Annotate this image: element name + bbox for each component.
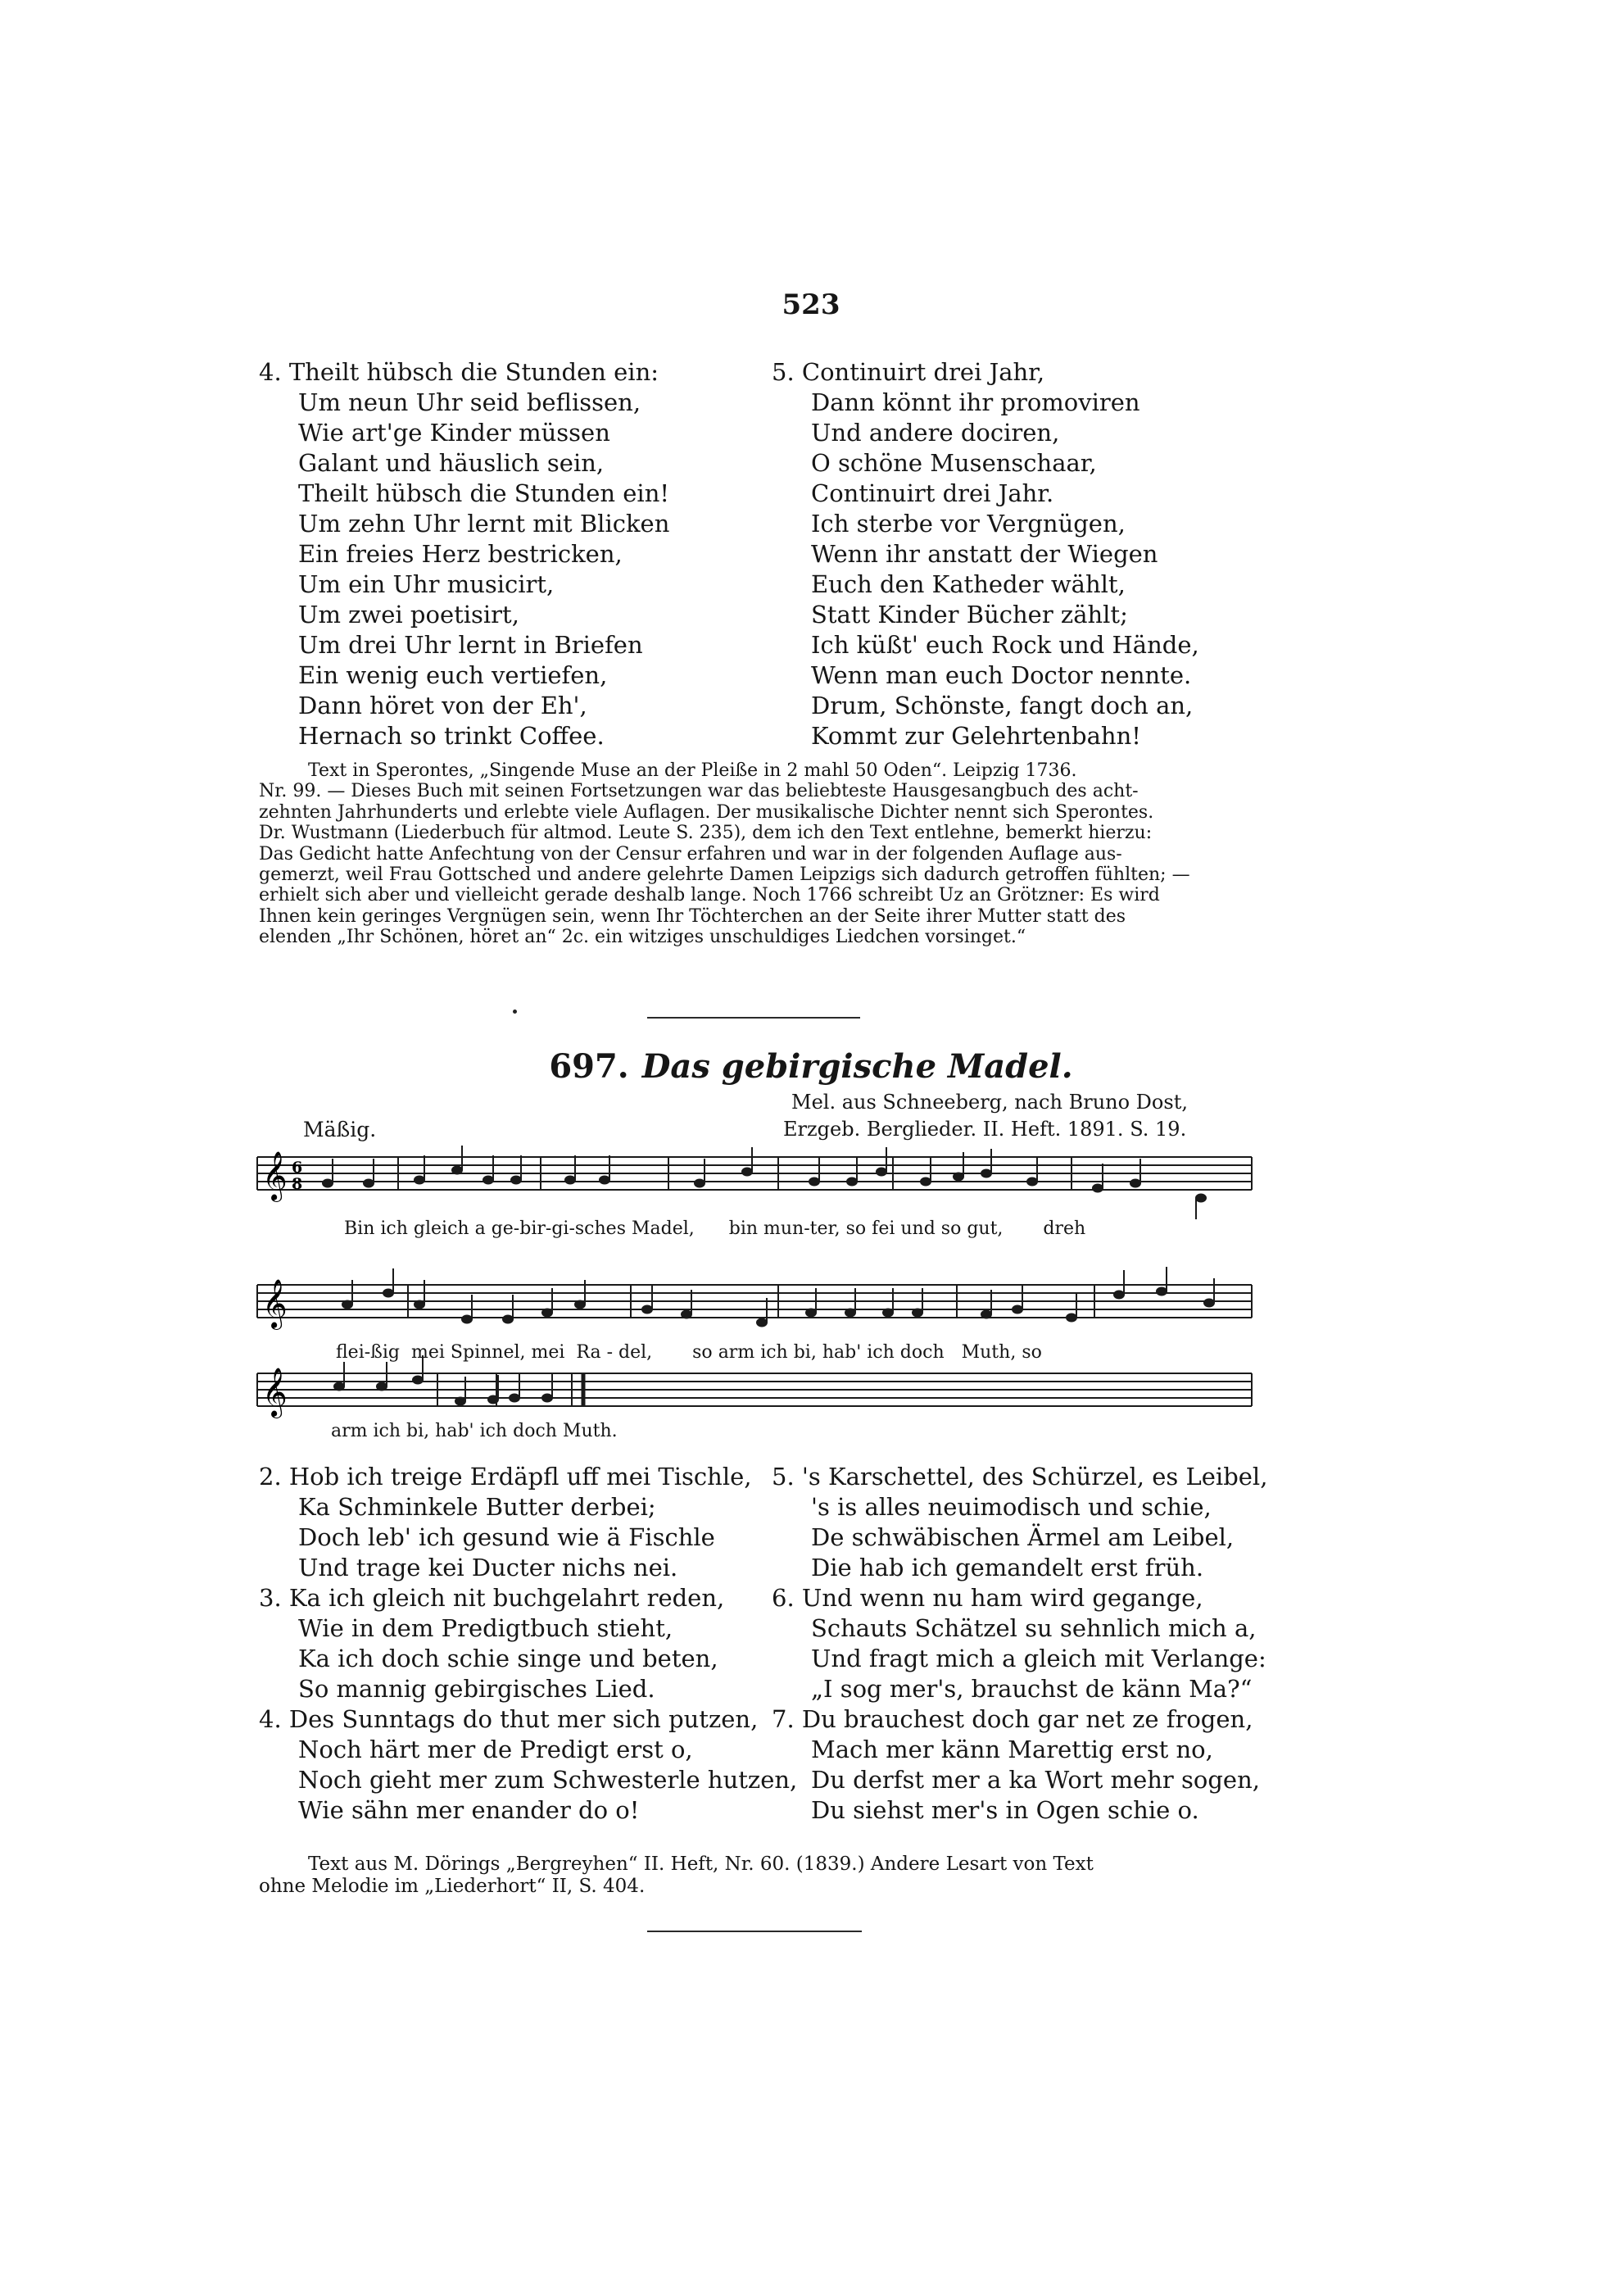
lyric-syllable: - — [606, 1342, 614, 1363]
lyric-syllable: so — [692, 1342, 713, 1363]
stanza-line: Und wenn nu ham wird gegange, — [801, 1584, 1203, 1612]
stanza-line: Wie sähn mer enander do o! — [298, 1796, 640, 1824]
note-line: gemerzt, weil Frau Gottsched und andere gelehrte Damen Leipzigs sich dadurch getroffen fühlten; — — [259, 864, 1190, 886]
lyric-syllable: mei — [411, 1342, 445, 1363]
lyric-syllable: und — [900, 1218, 936, 1239]
stanza-line: O schöne Musenschaar, — [811, 449, 1097, 477]
stanza-line: Ich küßt' euch Rock und Hände, — [811, 631, 1199, 659]
note-line: Text aus M. Dörings „Bergreyhen“ II. Heft, Nr. 60. (1839.) Andere Lesart von Text — [308, 1854, 1094, 1875]
stanza-line: Noch gieht mer zum Schwesterle hutzen, — [298, 1766, 798, 1794]
stanza-line: Dann höret von der Eh', — [298, 692, 587, 719]
source-note — [259, 760, 1250, 948]
upper-left-stanza — [259, 357, 669, 751]
note-line: Text in Sperontes, „Singende Muse an der Pleiße in 2 mahl 50 Oden“. Leipzig 1736. — [308, 760, 1077, 781]
lyric-syllable: ßig — [370, 1342, 400, 1363]
stanza-line: Noch härt mer de Predigt erst o, — [298, 1736, 693, 1763]
lyric-syllable: ich — [373, 1421, 401, 1441]
note-line: zehnten Jahrhunderts und erlebte viele Auflagen. Der musikalische Dichter nennt sich Sperontes. — [259, 801, 1154, 823]
lyric-syllable: gut, — [967, 1218, 1004, 1239]
stanza-line: Wenn man euch Doctor nennte. — [811, 661, 1192, 689]
lyric-syllable: doch — [899, 1342, 945, 1363]
song-name: Das gebirgische Madel. — [641, 1047, 1073, 1086]
stanza-line: Euch den Katheder wählt, — [811, 570, 1126, 598]
lyric-syllable: Muth. — [562, 1421, 618, 1441]
stanza-line: Ich sterbe vor Vergnügen, — [811, 510, 1126, 538]
stanza-line: Und andere dociren, — [811, 419, 1060, 447]
stanza-line: Des Sunntags do thut mer sich putzen, — [288, 1705, 759, 1733]
lyric-syllable: mei — [531, 1342, 565, 1363]
upper-right-stanza — [772, 357, 1199, 751]
lyric-syllable: dreh — [1043, 1218, 1086, 1239]
lyric-syllable: ich — [867, 1342, 895, 1363]
note-line: Dr. Wustmann (Liederbuch für altmod. Leute S. 235), dem ich den Text entlehne, bemerkt hierzu: — [259, 823, 1153, 844]
stanza-number: 3. — [259, 1584, 282, 1612]
lyric-syllable: gleich — [413, 1218, 469, 1239]
note-line: ohne Melodie im „Liederhort“ II, S. 404. — [259, 1876, 646, 1897]
lyric-syllable: Bin — [344, 1218, 375, 1239]
lyric-syllable: fei — [872, 1218, 895, 1239]
stanza-line: De schwäbischen Ärmel am Leibel, — [811, 1523, 1235, 1551]
stanza-line: Ein freies Herz bestricken, — [298, 540, 623, 568]
lower-right-stanzas — [772, 1462, 1267, 1826]
stanza-line: Ka Schminkele Butter derbei; — [298, 1493, 656, 1521]
stanza-line: Und trage kei Ducter nichs nei. — [298, 1554, 678, 1581]
source-note-lower — [259, 1854, 1250, 1898]
page-number: 523 — [782, 288, 840, 321]
separator-rule — [647, 1017, 860, 1019]
lyric-syllable: gi- — [551, 1218, 575, 1239]
stanza-number: 5. — [772, 358, 795, 386]
stanza-number: 7. — [772, 1705, 795, 1733]
melody-reference: Erzgeb. Berglieder. II. Heft. 1891. S. 19. — [783, 1118, 1187, 1141]
music-staff-1 — [246, 1141, 1262, 1231]
stanza-line: Um drei Uhr lernt in Briefen — [298, 631, 643, 659]
stanza-line: Um zwei poetisirt, — [298, 601, 519, 628]
lyric-syllable: bi, — [406, 1421, 430, 1441]
tempo-marking: Mäßig. — [303, 1118, 377, 1141]
melody-source: Mel. aus Schneeberg, nach Bruno Dost, — [791, 1091, 1188, 1114]
lyric-syllable: hab' — [435, 1421, 474, 1441]
lyric-syllable: doch — [513, 1421, 557, 1441]
stanza-line: Um neun Uhr seid beflissen, — [298, 388, 641, 416]
stanza-line: Statt Kinder Bücher zählt; — [811, 601, 1128, 628]
treble-clef-icon: 𝄞 — [262, 1279, 288, 1328]
song-title — [0, 1047, 1622, 1086]
lyric-syllable: bir- — [519, 1218, 552, 1239]
stanza-line: 's Karschettel, des Schürzel, es Leibel, — [801, 1463, 1268, 1491]
stanza-line: Hob ich treige Erdäpfl uff mei Tischle, — [288, 1463, 752, 1491]
stanza-number: 2. — [259, 1463, 282, 1491]
treble-clef-icon: 𝄞 — [262, 1368, 288, 1417]
stanza-line: Um zehn Uhr lernt mit Blicken — [298, 510, 670, 538]
lyric-syllable: ich — [760, 1342, 788, 1363]
end-rule — [647, 1931, 862, 1932]
note-line: elenden „Ihr Schönen, höret an“ 2c. ein witziges unschuldiges Liedchen vorsinget.“ — [259, 927, 1026, 948]
lyric-syllable: arm — [718, 1342, 755, 1363]
stanza-line: Theilt hübsch die Stunden ein! — [298, 479, 670, 507]
lyric-syllable: arm — [331, 1421, 368, 1441]
song-number: 697. — [549, 1047, 629, 1086]
note-line: erhielt sich aber und vielleicht gerade deshalb lange. Noch 1766 schreibt Uz an Grötzner: Es wird — [259, 885, 1160, 906]
stanza-line: Du siehst mer's in Ogen schie o. — [811, 1796, 1199, 1824]
stanza-number: 4. — [259, 1705, 282, 1733]
stanza-line: Theilt hübsch die Stunden ein: — [288, 358, 659, 386]
stanza-number: 4. — [259, 358, 282, 386]
lyric-syllable: Spinnel, — [450, 1342, 526, 1363]
lyric-syllable: hab' — [822, 1342, 862, 1363]
lyric-syllable: so — [845, 1218, 867, 1239]
stanza-line: 's is alles neuimodisch und schie, — [811, 1493, 1212, 1521]
lyric-syllable: bi, — [793, 1342, 817, 1363]
stanza-line: Schauts Schätzel su sehnlich mich a, — [811, 1614, 1257, 1642]
stanza-line: Galant und häuslich sein, — [298, 449, 605, 477]
lyric-syllable: so — [940, 1218, 962, 1239]
lower-left-stanzas — [259, 1462, 797, 1826]
stanza-line: Kommt zur Gelehrtenbahn! — [811, 722, 1141, 750]
lyric-syllable: bin — [728, 1218, 759, 1239]
stanza-number: 6. — [772, 1584, 795, 1612]
treble-clef-icon: 𝄞 — [262, 1151, 288, 1200]
stanza-line: Wie art'ge Kinder müssen — [298, 419, 610, 447]
time-signature-bottom: 8 — [292, 1175, 303, 1193]
stanza-line: Wenn ihr anstatt der Wiegen — [811, 540, 1158, 568]
stanza-line: Ka ich gleich nit buchgelahrt reden, — [288, 1584, 725, 1612]
stanza-line: Doch leb' ich gesund wie ä Fischle — [298, 1523, 715, 1551]
stanza-number: 5. — [772, 1463, 795, 1491]
lyric-syllable: mun- — [763, 1218, 810, 1239]
stanza-line: So mannig gebirgisches Lied. — [298, 1675, 655, 1703]
lyrics-row-1 — [344, 1218, 1262, 1239]
lyric-syllable: so — [1022, 1342, 1042, 1363]
lyric-syllable: ich — [380, 1218, 408, 1239]
stanza-line: Du derfst mer a ka Wort mehr sogen, — [811, 1766, 1260, 1794]
stanza-line: Um ein Uhr musicirt, — [298, 570, 555, 598]
lyric-syllable: Madel, — [631, 1218, 695, 1239]
note-line: Das Gedicht hatte Anfechtung von der Censur erfahren und war in der folgenden Auflage aus- — [259, 843, 1122, 864]
stanza-line: Dann könnt ihr promoviren — [811, 388, 1140, 416]
stanza-line: Ka ich doch schie singe und beten, — [298, 1645, 718, 1672]
lyric-syllable: ich — [479, 1421, 508, 1441]
time-signature-top: 6 — [292, 1159, 303, 1177]
lyric-syllable: Muth, — [961, 1342, 1017, 1363]
lyric-syllable: ter, — [809, 1218, 840, 1239]
stanza-line: Du brauchest doch gar net ze frogen, — [801, 1705, 1253, 1733]
stanza-line: Drum, Schönste, fangt doch an, — [811, 692, 1194, 719]
stanza-line: Die hab ich gemandelt erst früh. — [811, 1554, 1204, 1581]
stanza-line: „I sog mer's, brauchst de känn Ma?“ — [811, 1675, 1253, 1703]
stanza-line: Mach mer känn Marettig erst no, — [811, 1736, 1213, 1763]
stanza-line: Continuirt drei Jahr, — [801, 358, 1045, 386]
note-line: Nr. 99. — Dieses Buch mit seinen Fortsetzungen war das beliebteste Hausgesangbuch des acht- — [259, 781, 1139, 802]
stanza-line: Wie in dem Predigtbuch stieht, — [298, 1614, 673, 1642]
lyric-syllable: flei- — [336, 1342, 371, 1363]
stanza-line: Und fragt mich a gleich mit Verlange: — [811, 1645, 1266, 1672]
lyrics-row-3 — [331, 1421, 618, 1441]
lyric-syllable: Ra — [576, 1342, 601, 1363]
separator-dot — [513, 1010, 517, 1014]
lyric-syllable: ge- — [491, 1218, 520, 1239]
stanza-line: Hernach so trinkt Coffee. — [298, 722, 605, 750]
music-staff-2 — [246, 1260, 1262, 1350]
stanza-line: Continuirt drei Jahr. — [811, 479, 1054, 507]
lyric-syllable: del, — [618, 1342, 653, 1363]
note-line: Ihnen kein geringes Vergnügen sein, wenn Ihr Töchterchen an der Seite ihrer Mutter statt des — [259, 905, 1126, 927]
stanza-line: Ein wenig euch vertiefen, — [298, 661, 608, 689]
lyric-syllable: sches — [574, 1218, 626, 1239]
lyric-syllable: a — [474, 1218, 486, 1239]
